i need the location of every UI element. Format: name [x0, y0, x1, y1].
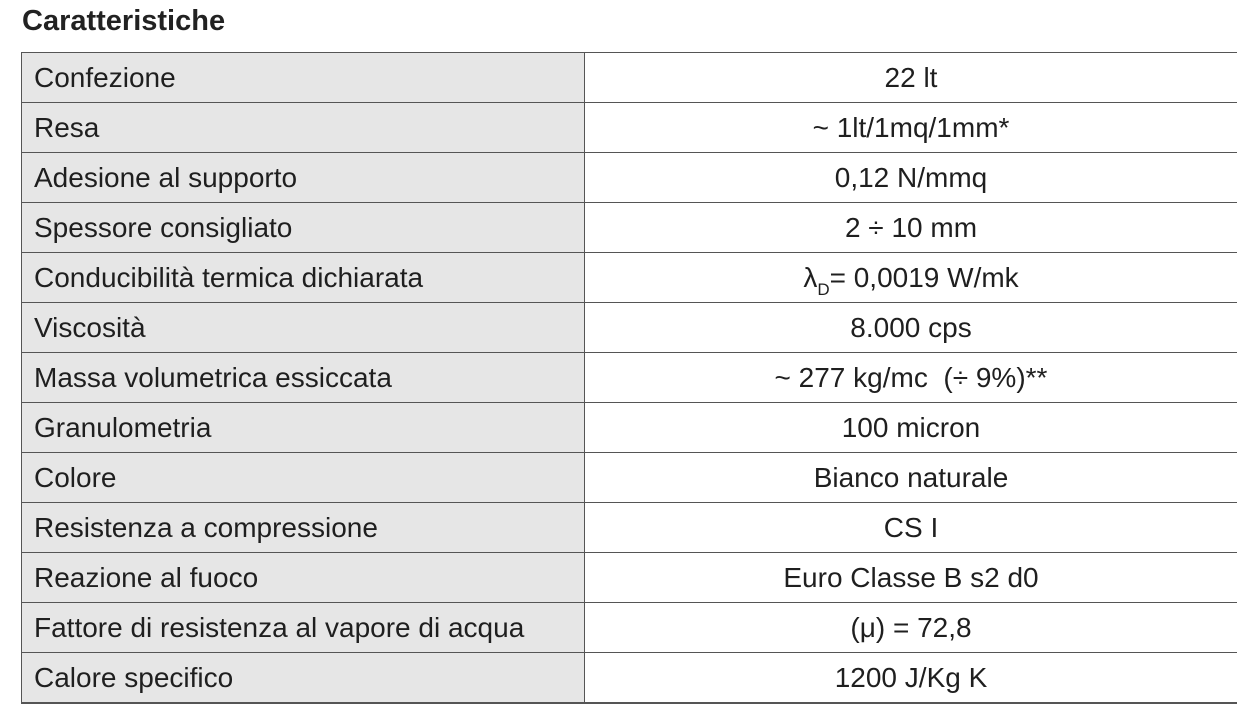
table-row	[22, 353, 1237, 403]
lambda-subscript: D	[817, 279, 830, 299]
row-value	[585, 253, 1237, 303]
row-label: Massa volumetrica essiccata	[22, 353, 585, 403]
row-label: Reazione al fuoco	[22, 553, 585, 603]
row-value: (μ) = 72,8	[585, 603, 1237, 653]
table-row	[22, 553, 1237, 603]
row-value: 2 ÷ 10 mm	[585, 203, 1237, 253]
row-value: Euro Classe B s2 d0	[585, 553, 1237, 603]
row-label: Resistenza a compressione	[22, 503, 585, 553]
row-label: Fattore di resistenza al vapore di acqua	[22, 603, 585, 653]
row-value: ~ 1lt/1mq/1mm*	[585, 103, 1237, 153]
section-title: Caratteristiche	[22, 5, 226, 37]
row-value: 100 micron	[585, 403, 1237, 453]
table-row	[22, 403, 1237, 453]
table-row	[22, 53, 1237, 103]
row-value: ~ 277 kg/mc (÷ 9%)**	[585, 353, 1237, 403]
row-value: Bianco naturale	[585, 453, 1237, 503]
row-value: 1200 J/Kg K	[585, 653, 1237, 704]
characteristics-table	[21, 52, 1237, 704]
row-value: CS I	[585, 503, 1237, 553]
table-row	[22, 153, 1237, 203]
row-label: Adesione al supporto	[22, 153, 585, 203]
row-label: Confezione	[22, 53, 585, 103]
row-value: 8.000 cps	[585, 303, 1237, 353]
table-row	[22, 253, 1237, 303]
lambda-symbol: λ	[803, 261, 818, 293]
row-value: 0,12 N/mmq	[585, 153, 1237, 203]
row-label: Resa	[22, 103, 585, 153]
table-row	[22, 203, 1237, 253]
table-row	[22, 303, 1237, 353]
table-row	[22, 103, 1237, 153]
table-row	[22, 653, 1237, 704]
table-row	[22, 503, 1237, 553]
row-label: Spessore consigliato	[22, 203, 585, 253]
table-row	[22, 603, 1237, 653]
table-row	[22, 453, 1237, 503]
row-value: 22 lt	[585, 53, 1237, 103]
row-label: Granulometria	[22, 403, 585, 453]
lambda-value: = 0,0019 W/mk	[829, 261, 1019, 293]
row-label: Viscosità	[22, 303, 585, 353]
row-label: Calore specifico	[22, 653, 585, 704]
row-label: Conducibilità termica dichiarata	[22, 253, 585, 303]
row-label: Colore	[22, 453, 585, 503]
